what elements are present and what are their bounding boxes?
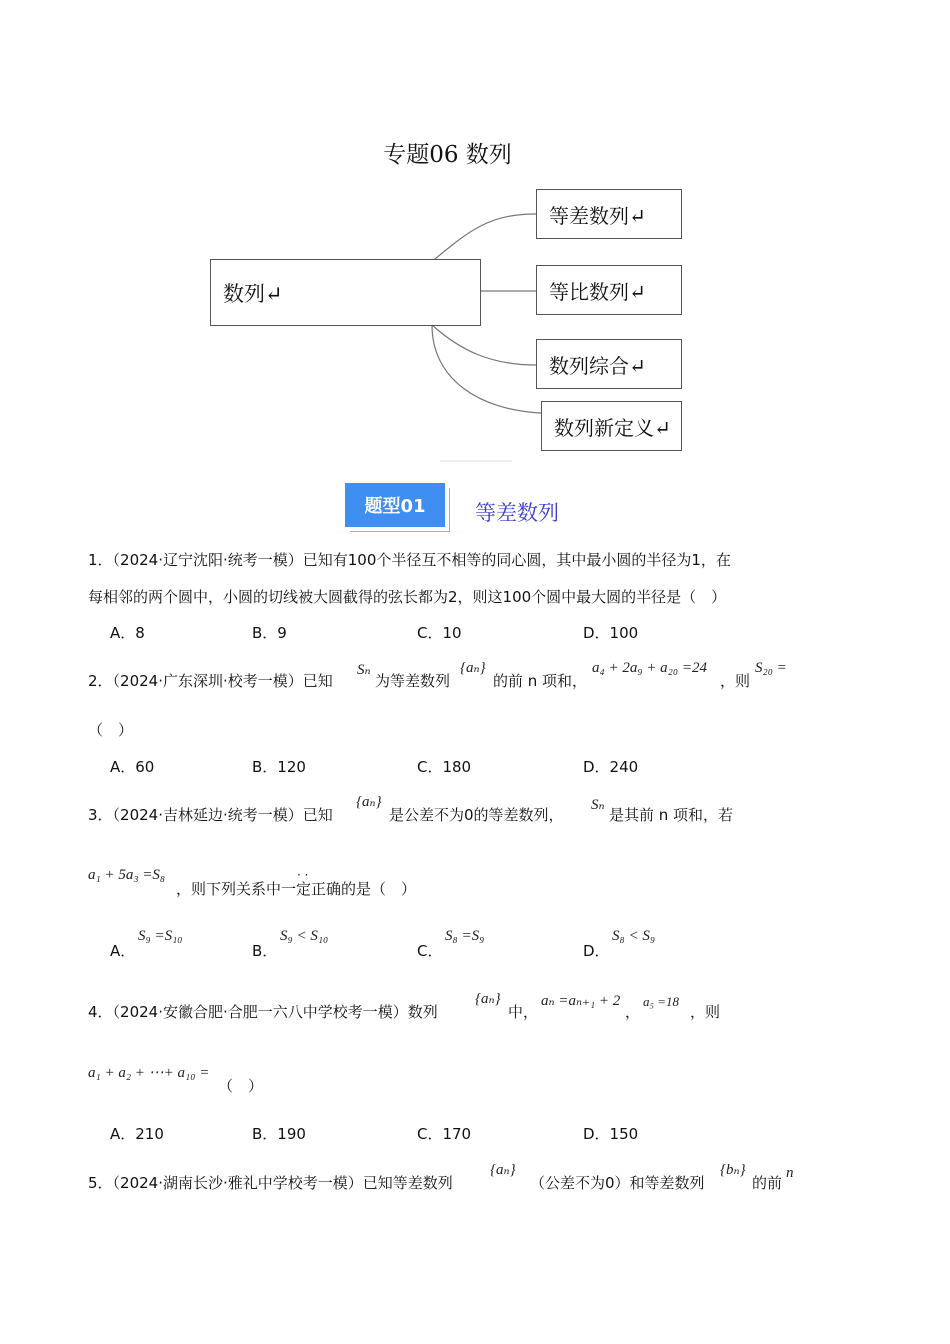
q3-text: 3．（2024·吉林延边·统考一模）已知 [88,806,333,824]
q3-text: 是公差不为0的等差数列， [389,806,564,824]
q5-text: （公差不为0）和等差数列 [530,1174,705,1192]
q2-math: a₄ + 2a₉ + a₂₀ =24 [592,660,707,676]
q4-text: 中， [508,1003,539,1021]
q3-option-c: C． [417,942,443,960]
mindmap-root: 数列↵ [210,259,481,326]
q3-option-a-math: S₉ =S₁₀ [138,928,183,944]
mindmap-connectors [0,0,950,480]
q2-text: ，则 [720,672,751,690]
q3-option-b-math: S₉ < S₁₀ [280,928,329,944]
q3-option-d-math: S₈ < S₉ [612,928,656,944]
section-badge: 题型01 [345,483,445,527]
q1-line2: 每相邻的两个圆中，小圆的切线被大圆截得的弦长都为2，则这100个圆中最大圆的半径是（ ） [88,588,727,606]
q1-option-a: A．8 [110,624,145,642]
q1-option-b: B．9 [252,624,287,642]
section-heading: 等差数列 [475,501,559,525]
q4-math: a₅ =18 [643,994,680,1009]
q1-line1: 1．（2024·辽宁沈阳·统考一模）已知有100个半径互不相等的同心圆，其中最小圆的半径为1，在 [88,551,731,569]
q4-math: aₙ =aₙ₊₁ + 2 [541,993,621,1009]
q4-option-c: C．170 [417,1125,472,1143]
q4-text: 4．（2024·安徽合肥·合肥一六八中学校考一模）数列 [88,1003,438,1021]
q3-option-c-math: S₈ =S₉ [445,928,485,944]
mindmap-branch: 等差数列↵ [536,189,682,239]
q4-math: {aₙ} [475,991,501,1007]
q2-option-a: A．60 [110,758,155,776]
q3-emphasis-dots: · · [297,868,309,882]
q5-text: 的前 [752,1174,783,1192]
q4-option-d: D．150 [583,1125,639,1143]
q5-math: {bₙ} [720,1162,746,1178]
q1-option-d: D．100 [583,624,639,642]
q2-math: {aₙ} [460,660,486,676]
q5-math: n [786,1165,794,1181]
q3-text: 是其前 n 项和，若 [609,806,734,824]
q3-text: ，则下列关系中一定正确的是（ ） [176,880,417,898]
q2-option-c: C．180 [417,758,472,776]
q4-paren: （ ） [218,1077,264,1095]
q5-math: {aₙ} [490,1162,516,1178]
q1-option-c: C．10 [417,624,462,642]
q4-option-b: B．190 [252,1125,306,1143]
q3-option-d: D． [583,942,610,960]
q2-math: Sₙ [357,662,371,678]
q4-text: ， [625,1003,641,1021]
q2-text: 的前 n 项和， [493,672,588,690]
q4-math: a₁ + a₂ + ⋯+ a₁₀ = [88,1065,210,1081]
q3-math: a₁ + 5a₃ =S₈ [88,867,166,883]
q5-text: 5．（2024·湖南长沙·雅礼中学校考一模）已知等差数列 [88,1174,453,1192]
q3-option-a: A． [110,942,136,960]
q2-text: 2．（2024·广东深圳·校考一模）已知 [88,672,333,690]
mindmap-branch: 数列综合↵ [536,339,682,389]
q4-option-a: A．210 [110,1125,164,1143]
q4-text: ，则 [690,1003,721,1021]
page-title: 专题06 数列 [383,142,512,168]
q2-option-d: D．240 [583,758,639,776]
q2-text: 为等差数列 [375,672,451,690]
q2-paren: （ ） [88,721,134,739]
q2-math: S₂₀ = [755,660,787,676]
q3-option-b: B． [252,942,278,960]
mindmap-branch: 数列新定义↵ [541,401,682,451]
q3-math: Sₙ [591,797,605,813]
q3-math: {aₙ} [356,794,382,810]
q2-option-b: B．120 [252,758,306,776]
mindmap-branch: 等比数列↵ [536,265,682,315]
